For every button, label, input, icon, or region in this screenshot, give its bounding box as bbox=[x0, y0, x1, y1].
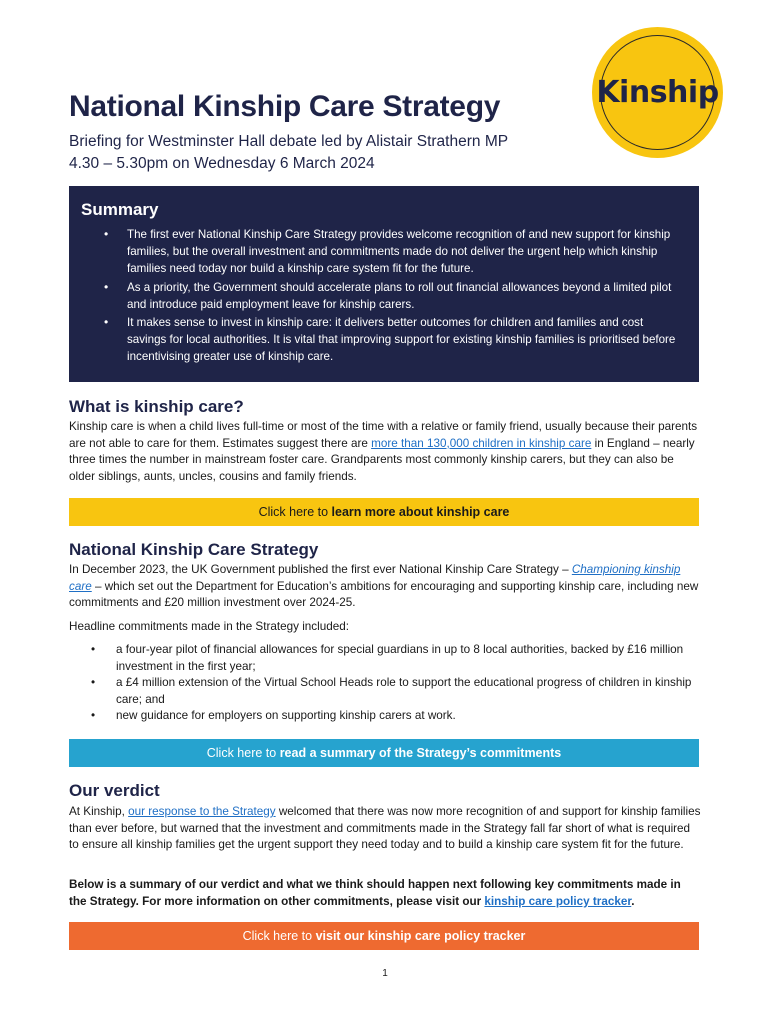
our-response-link[interactable]: our response to the Strategy bbox=[128, 805, 276, 818]
verdict-text-a: At Kinship, bbox=[69, 805, 129, 818]
children-in-kinship-care-link[interactable]: more than 130,000 children in kinship care bbox=[371, 436, 592, 450]
what-is-heading: What is kinship care? bbox=[69, 397, 244, 416]
page-subtitle bbox=[69, 131, 508, 175]
strategy-heading: National Kinship Care Strategy bbox=[69, 540, 319, 559]
page-number: 1 bbox=[382, 968, 388, 979]
summary-item: • As a priority, the Government should accelerate plans to roll out financial allowances beyond a limited pilot and introduce paid employment leave for kinship carers. bbox=[81, 279, 685, 313]
commitment-item: • a four-year pilot of financial allowances for special guardians in up to 8 local authorities, backed by £16 million investment in the first year; bbox=[69, 642, 701, 675]
summary-heading: Summary bbox=[81, 200, 159, 219]
commitment-item: • a £4 million extension of the Virtual School Heads role to support the educational progress of children in kinship care; and bbox=[69, 675, 701, 708]
strategy-text-b: – which set out the Department for Education’s ambitions for encouraging and supporting kinship care, including new commitments and £20 million investment over 2024-25. bbox=[69, 579, 699, 610]
headline-intro: Headline commitments made in the Strategy included: bbox=[69, 620, 349, 633]
logo-text: Kinship bbox=[596, 75, 719, 110]
verdict-paragraph bbox=[69, 804, 701, 854]
cta-prefix: Click here to bbox=[206, 746, 280, 760]
cta-prefix: Click here to bbox=[258, 505, 332, 519]
summary-box bbox=[69, 186, 699, 382]
cta-bold: learn more about kinship care bbox=[331, 505, 510, 519]
strategy-paragraph bbox=[69, 562, 701, 612]
verdict-heading: Our verdict bbox=[69, 781, 160, 800]
commitment-item: • new guidance for employers on supporting kinship carers at work. bbox=[69, 708, 701, 725]
what-is-text-b: in England – nearly three times the number in mainstream foster care. Grandparents most commonly kinship carers, but they can also be older siblings, aunts, uncles, cousins and family friends. bbox=[69, 436, 695, 483]
commitments-list bbox=[69, 642, 701, 725]
policy-tracker-link[interactable]: kinship care policy tracker bbox=[484, 894, 632, 908]
subtitle-line-2: 4.30 – 5.30pm on Wednesday 6 March 2024 bbox=[69, 155, 375, 172]
summary-item: • It makes sense to invest in kinship care: it delivers better outcomes for children and families and cost savings for local authorities. It is vital that improving support for existing kinship families is prioritised before incentivising greater use of kinship care. bbox=[81, 314, 685, 366]
summary-list bbox=[81, 226, 685, 366]
verdict-bold-paragraph bbox=[69, 877, 701, 910]
learn-more-button[interactable] bbox=[69, 498, 699, 526]
strategy-text-a: In December 2023, the UK Government published the first ever National Kinship Care Strategy – bbox=[69, 563, 572, 576]
cta-prefix: Click here to bbox=[242, 929, 316, 943]
subtitle-line-1: Briefing for Westminster Hall debate led by Alistair Strathern MP bbox=[69, 133, 509, 150]
summary-item: • The first ever National Kinship Care Strategy provides welcome recognition of and new support for kinship families, but the overall investment and commitments made do not deliver the urgent help which kinship families need today nor build a kinship care system fit for the future. bbox=[81, 226, 685, 278]
verdict-text-b: welcomed that there was now more recognition of and support for kinship families than ever before, but warned that the investment and commitments made in the Strategy fall far short of what is required to ensure all kinship families get the urgent support they need today and to build a kinship care system fit for the future. bbox=[69, 805, 701, 852]
verdict-bold-end: . bbox=[631, 894, 635, 908]
page-title: National Kinship Care Strategy bbox=[69, 90, 501, 123]
championing-kinship-care-link[interactable]: Championing kinship care bbox=[69, 563, 681, 593]
verdict-bold-text: Below is a summary of our verdict and what we think should happen next following key commitments made in the Strategy. For more information on other commitments, please visit our bbox=[69, 878, 681, 908]
what-is-text-a: Kinship care is when a child lives full-time or most of the time with a relative or family friend, usually because their parents are not able to care for them. Estimates suggest there are bbox=[69, 420, 698, 450]
strategy-summary-button[interactable] bbox=[69, 739, 699, 767]
cta-bold: visit our kinship care policy tracker bbox=[315, 929, 526, 943]
policy-tracker-button[interactable] bbox=[69, 922, 699, 950]
kinship-logo bbox=[592, 27, 723, 158]
cta-bold: read a summary of the Strategy’s commitments bbox=[279, 746, 562, 760]
what-is-paragraph bbox=[69, 419, 701, 485]
